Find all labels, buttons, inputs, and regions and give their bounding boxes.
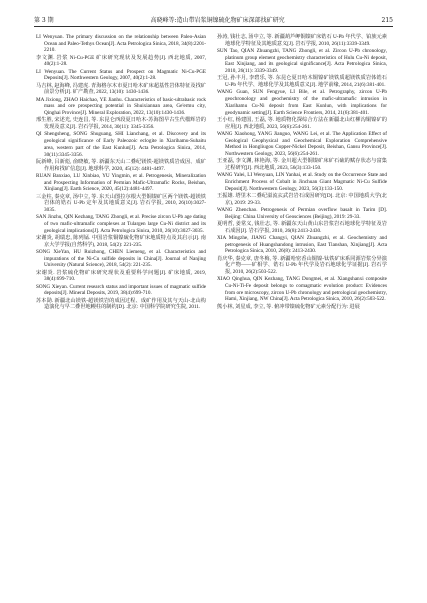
reference-entry: MA Jixiong, ZHAO Haichao, YE Jianhu. Characteristics of basic-ultrabasic rock mass and ore prospecting potential in Shuixiannan area, Ge'ermu city, Qinghai Province[J]. Mineral Exploration, 2022, 13(10):1430-1436. <box>36 96 206 117</box>
reference-entry: 王振雄. 塔里木二叠纪溢流玄武岩岩石成因研究[D]. 北京: 中国地质大学(北京), 2019: 29-33. <box>217 192 387 206</box>
reference-entry: 熊小林, 刘星成, 李立, 等. 俯冲带镍硫化物矿元素分配行为: 进展 <box>217 303 360 310</box>
reference-entry: WANG Xiaohong, YANG Jianguo, WANG Lei, et al. The Application Effect of Geological Geophysical and Geochemical Exploration Comprehensive Method in Hongliugou Copper-Nickel Deposit, Beishan, Gansu Province[J]. Northwestern Geology, 2023, 56(6):254-261. <box>217 130 387 157</box>
reference-entry: WANG Yalei, LI Wenyuan, LIN Yanhai, et al. Study on the Occurrence State and Enrichment Process of Cobalt in Jinchuan Giant Magmatic Ni-Cu Sulfide Deposit[J]. Northwestern Geology, 2023, 56(3):133-150. <box>217 172 387 192</box>
reference-entry: 夏明哲, 姜常义, 钱壮志, 等. 新疆东天山黄山东岩浆岩石地球化学特征及岩石成因[J]. 岩石学报, 2010, 26(8):2413-2430. <box>217 220 387 234</box>
reference-entry: LI Wenyuan. The Current Status and Prospect on Magmatic Ni-Cu-PGE Deposits[J]. Northwestern Geology, 2007, 40(2):1-28. <box>36 68 206 82</box>
reference-entry: XIA Mingzhe, JIANG Changyi, QIAN Zhuangzhi, et al. Geochemistry and petrogenesis of Huangshandong intrusion, East Tianshan, Xinjiang[J]. Acta Petrologica Sinica, 2010, 26(8): 2413-2430. <box>217 234 387 255</box>
reference-entry: 肖庆华, 秦克章, 唐冬梅, 等. 新疆哈密香山铜镍-钛铁矿床系同源岩浆分异演化产物——矿相学、锆石 U-Pb 年代学及岩石地球化学证据[J]. 岩石学报, 2010, 26(2):503-522. <box>217 255 387 276</box>
reference-entry: 阮新峰, 吕新彪, 俞晓敏, 等. 新疆东天山二叠纪镁铁-超镁铁质岩成因、成矿作用和找矿信息[J]. 地球科学, 2020, 45(12): 4481-4497. <box>36 158 206 172</box>
reference-entry: 李文渊. 岩浆 Ni-Cu-PGE 矿床研究现状及发展趋势[J]. 西北地质, 2007, 40(2):1-28. <box>36 54 206 68</box>
reference-entry: 王小红, 杨建国, 王磊, 等. 地质物化探综合方法在新疆北山红柳沟铜镍矿的应用[J]. 西北地质, 2023, 56(6):254-261. <box>217 116 387 130</box>
reference-entry: WANG Guan, SUN Fengyue, LI Bile, et al. Petrography, zircon U-Pb geochronology and geochemistry of the mafic-ultramafic intrusion in Xiarihamu Cu-Ni deposit from East Kunlun, with implications for geodynamic setting[J]. Earth Science Frontiers, 2014, 21(6):381-401. <box>217 89 387 116</box>
reference-entry: SAN Jinzhu, QIN Kezhang, TANG Zhongli, et al. Precise zircon U-Pb age dating of two mafic-ultramafic complexes at Tulargen large Cu-Ni district and its geological implications[J]. Acta Petrologica Sinica, 2010, 26(10):3027-3035. <box>36 214 206 234</box>
reference-entry: 王冠, 孙丰月, 李碧乐, 等. 东昆仑夏日哈木铜镍矿镁铁质超镁铁质岩体锆石 U-Pb 年代学、地球化学及其地质意义[J]. 地学前缘, 2014, 21(6):381-401. <box>217 75 387 89</box>
running-header <box>34 10 393 27</box>
page-number: 215 <box>381 17 393 24</box>
reference-entry: XIAO Qinghua, QIN Kezhang, TANG Dongmei, et al. Xiangshanxi composite Cu-Ni-Ti-Fe deposit belongs to comagmatic evolution product: Evidences from ore microscopy, zircon U-Pb chronology and petrological geochemistry, Hami, Xinjiang, NW China[J]. Acta Petrologica Sinica, 2010, 26(2):503-522. <box>217 276 387 303</box>
reference-entry: 宋谢炎, 胡瑞忠, 陈列锰. 中国岩浆铜镍硫化物矿床地质特点及其启示[J]. 南京大学学报(自然科学), 2018, 54(2): 221-235. <box>36 234 206 248</box>
reference-entry: 三金柱, 秦克章, 汤中立, 等. 东天山图拉尔根大型铜镍矿区两个镁铁-超镁铁岩体的锆石 U-Pb 定年及其地质意义[J]. 岩石学报, 2010, 26(10):3027-3035. <box>36 193 206 213</box>
issue-number: 第 3 期 <box>34 17 54 24</box>
running-title: 高晓峰等:造山带岩浆铜镍硫化物矿床深部找矿研究 <box>150 17 285 24</box>
reference-entry: RUAN Banxiao, LU Xinbiao, YU Yingmin, et al. Petrogenesis, Mineralization and Prospecting Information of Permian Mafic-Ultramafic Rocks, Beishan, Xinjiang[J]. Earth Science, 2020, 45(12):4481-4497. <box>36 172 206 193</box>
reference-entry: SONG XieYan, HU Ruizhong, CHEN Liemeng, et al. Characteristics and impurations of the Ni-Cu sulfide deposits in China[J]. Journal of Nanjing University (Natural Science), 2018, 54(2): 221-235. <box>36 248 206 269</box>
reference-entry: 孙涛, 钱壮志, 汤中立, 等. 新疆葫芦岬铜镍矿床锆石 U-Pb 年代学、铂族元素地球化学特征及其地质意义[J]. 岩石学报, 2010, 26(11):3339-3349. <box>217 34 387 47</box>
reference-entry: SUN Tao, QIAN Zhuangzhi, TANG Zhongli, et al. Zircon U-Pb chronology, platinum group element geochemistry characteristics of Hulu Cu-Ni deposit, East Xinjiang, and its geological significance[J]. Acta Petrologica Sinica, 2010, 26(11): 3339-3349. <box>217 48 387 75</box>
references-left-column <box>36 34 206 312</box>
reference-entry: 马吉林, 赵海峰, 冯建虎. 青海格尔木市夏日哈木矿床超基性岩体特征及找矿前景分析[J]. 矿产勘查, 2022, 13(10): 1430-1436. <box>36 82 206 96</box>
reference-entry: SONG Xieyan. Current research status and important issues of magmatic sulfide deposits[J]. Mineral Deposits, 2019, 38(4):699-710. <box>36 283 206 297</box>
reference-entry: 邢生胜, 宋述光, 史连昌, 等. 东昆仑西段夏日哈木-苏海图早古生代榴辉岩的发现及意义[J]. 岩石学报, 2014, 30(11): 3345-3356. <box>36 117 206 131</box>
reference-entry: 宋谢炎. 岩浆硫化物矿床研究现状及重要科学问题[J]. 矿床地质, 2019, 38(4):699-710. <box>36 269 206 283</box>
reference-entry: 王亚磊, 李文渊, 林艳海, 等. 金川超大型铜镍矿床矿石硫的赋存状态与富集过程研究[J]. 西北地质, 2023, 56(3):133-150. <box>217 158 387 171</box>
reference-entry: QI Shengsheng, SONG Shuguang, SHI Lianchang, et al. Discovery and its geological significance of Early Paleozoic eclogite in Xiarihamu-Suhaitu area, western part of the East Kunlun[J]. Acta Petrologica Sinica, 2014, 30(11):3345-3356. <box>36 131 206 158</box>
reference-entry: 苏本勋. 新疆北山镁铁-超镁铁岩的成因过程、成矿作用及其与天山-北山构造演化与早二叠世地幔柱的制约[D]. 北京: 中国科学院研究生院, 2011. <box>36 297 206 311</box>
reference-entry: WANG Zhenchao. Petrogenesis of Permian overflow basalt in Tarim [D]. Beijing: China University of Geosciences (Beijing), 2019: 29-33. <box>217 206 387 220</box>
reference-entry: LI Wenyuan. The primary discussion on the relationship between Paleo-Asian Ocean and Paleo-Tethys Ocean[J]. Acta Petrologica Sinica, 2018, 34(8):2201-2210. <box>36 34 206 54</box>
references-right-column <box>217 34 387 311</box>
